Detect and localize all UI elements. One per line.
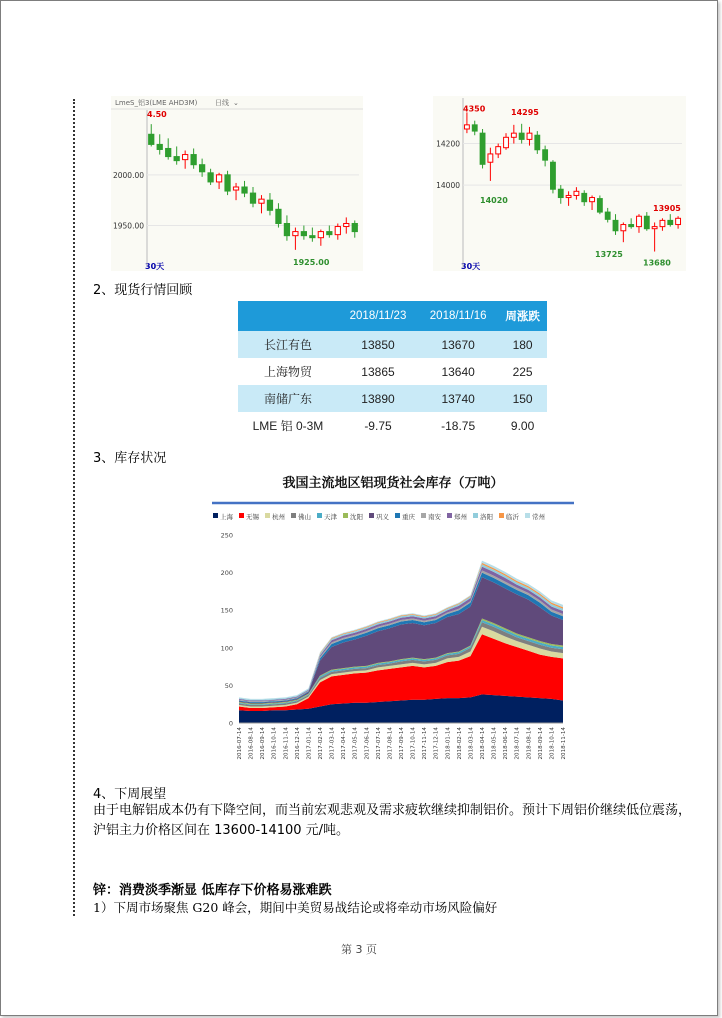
legend-label: 杭州 (272, 513, 285, 521)
candle-body (621, 225, 626, 231)
candle-body (208, 173, 213, 182)
y-tick-label: 100 (220, 644, 233, 653)
table-cell: 13890 (338, 385, 418, 412)
x-tick-label: 2017-05-14 (352, 727, 359, 760)
heading-inventory: 3、库存状况 (93, 451, 167, 466)
x-tick-label: 2017-06-14 (364, 727, 371, 760)
candle-body (668, 220, 673, 224)
legend-label: 南安 (428, 513, 441, 521)
y-tick-label: 14000 (436, 181, 460, 191)
y-tick-label: 50 (224, 681, 233, 690)
candle-body (225, 175, 230, 191)
legend-label: 佛山 (298, 513, 311, 521)
table-cell: -9.75 (338, 412, 418, 439)
inventory-area-svg (209, 467, 577, 777)
x-tick-label: 2018-02-14 (456, 727, 463, 760)
x-tick-label: 2018-04-14 (480, 727, 486, 760)
legend-swatch (525, 513, 530, 518)
price-annotation: 14020 (480, 195, 508, 205)
heading-outlook: 4、下周展望 (93, 787, 167, 802)
legend-label: 郑州 (454, 513, 467, 521)
x-tick-label: 2017-01-14 (306, 727, 313, 760)
legend-swatch (447, 513, 452, 518)
candle-body (543, 150, 548, 160)
candle-body (318, 232, 323, 238)
candle-body (527, 133, 532, 139)
candle-body (301, 232, 306, 236)
candle-body (566, 195, 571, 197)
candle-body (535, 135, 540, 150)
table-cell: 225 (498, 358, 547, 385)
candle-body (216, 175, 221, 182)
candle-body (199, 165, 204, 172)
x-tick-label: 2017-09-14 (399, 727, 405, 760)
x-tick-label: 2017-08-14 (387, 727, 394, 760)
x-tick-label: 2016-09-14 (260, 727, 267, 760)
candle-body (488, 154, 493, 162)
y-tick-label: 14200 (436, 139, 460, 149)
candle-body (660, 220, 665, 226)
legend-label: 沈阳 (350, 513, 363, 521)
table-row (238, 358, 547, 385)
legend-swatch (395, 513, 400, 518)
x-tick-label: 2017-04-14 (341, 727, 348, 760)
x-tick-label: 2017-10-14 (410, 727, 417, 760)
legend-label: 重庆 (402, 513, 415, 521)
table-header-row (238, 301, 547, 331)
candle-body (166, 148, 171, 156)
candle-body (344, 223, 349, 226)
candle-body (174, 157, 179, 161)
x-tick-label: 2016-12-14 (294, 727, 301, 760)
legend-label: 上海 (220, 513, 233, 521)
x-tick-label: 2018-11-14 (561, 727, 567, 760)
candle-body (233, 187, 238, 190)
candle-body (464, 125, 469, 129)
candle-body (250, 193, 255, 203)
table-cell: 9.00 (498, 412, 547, 439)
chart-title: 我国主流地区铝现货社会库存（万吨） (282, 476, 504, 491)
legend-label: 临沂 (506, 513, 519, 521)
chart-period-label: 日线 (215, 99, 229, 107)
candle-body (267, 200, 272, 210)
candle-body (183, 155, 188, 160)
x-tick-label: 2018-10-14 (549, 727, 556, 760)
candle-body (582, 193, 587, 201)
table-cell: 180 (498, 331, 547, 358)
price-annotation: 13725 (595, 250, 623, 260)
legend-label: 洛阳 (480, 513, 493, 521)
candle-body (511, 133, 516, 137)
x-tick-label: 2016-08-14 (248, 727, 255, 760)
x-tick-label: 2017-11-14 (422, 727, 429, 760)
y-tick-label: 250 (220, 531, 233, 540)
table-header-cell: 周涨跌 (498, 301, 547, 331)
candle-body (259, 199, 264, 203)
price-annotation: 13680 (643, 258, 671, 268)
table-cell: 13850 (338, 331, 418, 358)
zinc-section-heading: 锌：消费淡季渐显 低库存下价格易涨难跌 (93, 883, 332, 898)
y-tick-label: 0 (228, 719, 233, 728)
legend-swatch (291, 513, 296, 518)
legend-swatch (213, 513, 218, 518)
legend-swatch (473, 513, 478, 518)
y-tick-label: 150 (220, 606, 233, 615)
candle-body (519, 133, 524, 139)
table-header-cell: 2018/11/16 (418, 301, 498, 331)
table-header-cell (238, 301, 338, 331)
y-tick-label: 200 (220, 569, 233, 578)
candle-body (149, 134, 154, 144)
table-cell: 13865 (338, 358, 418, 385)
candle-body (590, 198, 595, 202)
outlook-paragraph: 由于电解铝成本仍有下降空间，而当前宏观悲观及需求疲软继续抑制铝价。预计下周铝价继续低位震荡，沪铝主力价格区间在 13600-14100 元/吨。 (93, 803, 692, 838)
legend-swatch (369, 513, 374, 518)
price-annotation: 4350 (463, 104, 486, 114)
table-cell: 150 (498, 385, 547, 412)
x-tick-label: 2018-06-14 (503, 727, 510, 760)
x-tick-label: 2017-02-14 (318, 727, 324, 760)
table-cell: LME 铝 0-3M (238, 412, 338, 439)
candle-body (157, 144, 162, 149)
candle-body (644, 216, 649, 228)
zinc-point-1: 1）下周市场聚焦 G20 峰会，期间中美贸易战结论或将牵动市场风险偏好 (93, 900, 498, 915)
candle-body (597, 199, 602, 213)
candle-body (284, 223, 289, 235)
table-cell: 13640 (418, 358, 498, 385)
x-tick-label: 2017-07-14 (375, 727, 382, 760)
y-tick-label: 2000.00 (112, 170, 144, 180)
x-tick-label: 2017-12-14 (433, 727, 440, 760)
shfe-candlestick-svg (433, 96, 686, 271)
candle-body (676, 218, 681, 224)
margin-dotted-line (73, 99, 75, 916)
legend-label: 天津 (324, 513, 337, 521)
candle-body (480, 133, 485, 164)
x-tick-label: 2018-07-14 (514, 727, 521, 760)
x-tick-label: 2018-03-14 (468, 727, 475, 760)
lme-aluminum-candlestick-chart (111, 96, 363, 271)
table-row (238, 385, 547, 412)
legend-swatch (317, 513, 322, 518)
x-tick-label: 2018-05-14 (491, 727, 498, 760)
candle-body (276, 209, 281, 223)
candle-body (310, 236, 315, 238)
table-cell: 13670 (418, 331, 498, 358)
chart-legend (213, 512, 545, 521)
candle-body (605, 212, 610, 219)
table-row (238, 331, 547, 358)
candle-body (496, 147, 501, 154)
price-annotation: 13905 (653, 203, 681, 213)
price-annotation: 1925.00 (293, 257, 330, 267)
candle-body (504, 137, 509, 147)
candle-body (558, 189, 563, 197)
candle-body (551, 162, 556, 189)
candle-body (191, 155, 196, 165)
chart-xlabel: 30天 (145, 262, 165, 271)
x-tick-label: 2016-07-14 (237, 727, 243, 760)
candle-body (242, 187, 247, 193)
legend-swatch (499, 513, 504, 518)
legend-swatch (265, 513, 270, 518)
candle-body (472, 125, 477, 131)
y-tick-label: 1950.00 (112, 221, 144, 231)
candle-body (652, 227, 657, 229)
candle-body (352, 223, 357, 231)
spot-price-table (238, 301, 547, 439)
candle-body (574, 191, 579, 195)
legend-swatch (343, 513, 348, 518)
legend-label: 巩义 (376, 513, 389, 521)
x-tick-label: 2018-09-14 (537, 727, 544, 760)
x-tick-label: 2016-10-14 (271, 727, 278, 760)
legend-swatch (421, 513, 426, 518)
table-cell: 上海物贸 (238, 358, 338, 385)
table-cell: 长江有色 (238, 331, 338, 358)
shfe-aluminum-candlestick-chart (433, 96, 686, 271)
table-cell: -18.75 (418, 412, 498, 439)
price-annotation: 14295 (511, 107, 539, 117)
candle-body (293, 232, 298, 236)
x-tick-label: 2016-11-14 (283, 727, 290, 760)
legend-swatch (239, 513, 244, 518)
table-row (238, 412, 547, 439)
table-header-cell: 2018/11/23 (338, 301, 418, 331)
x-tick-label: 2018-08-14 (526, 727, 533, 760)
candle-body (629, 225, 634, 227)
x-tick-label: 2017-03-14 (329, 727, 336, 760)
lme-candlestick-svg (111, 96, 363, 271)
chart-xlabel: 30天 (461, 262, 481, 271)
legend-label: 常州 (532, 513, 545, 521)
candle-body (613, 220, 618, 230)
x-tick-label: 2018-01-14 (445, 727, 452, 760)
candle-body (335, 227, 340, 235)
table-cell: 南储广东 (238, 385, 338, 412)
chart-title: LmeS_铝3(LME AHD3M) (115, 99, 198, 107)
page-number: 第 3 页 (341, 943, 377, 956)
legend-label: 无锡 (246, 513, 259, 521)
candle-body (637, 216, 642, 226)
chevron-down-icon: ⌄ (233, 99, 239, 107)
heading-spot-review: 2、现货行情回顾 (93, 283, 193, 298)
price-annotation: 4.50 (147, 110, 167, 120)
table-cell: 13740 (418, 385, 498, 412)
inventory-area-chart (209, 467, 577, 777)
candle-body (327, 232, 332, 235)
